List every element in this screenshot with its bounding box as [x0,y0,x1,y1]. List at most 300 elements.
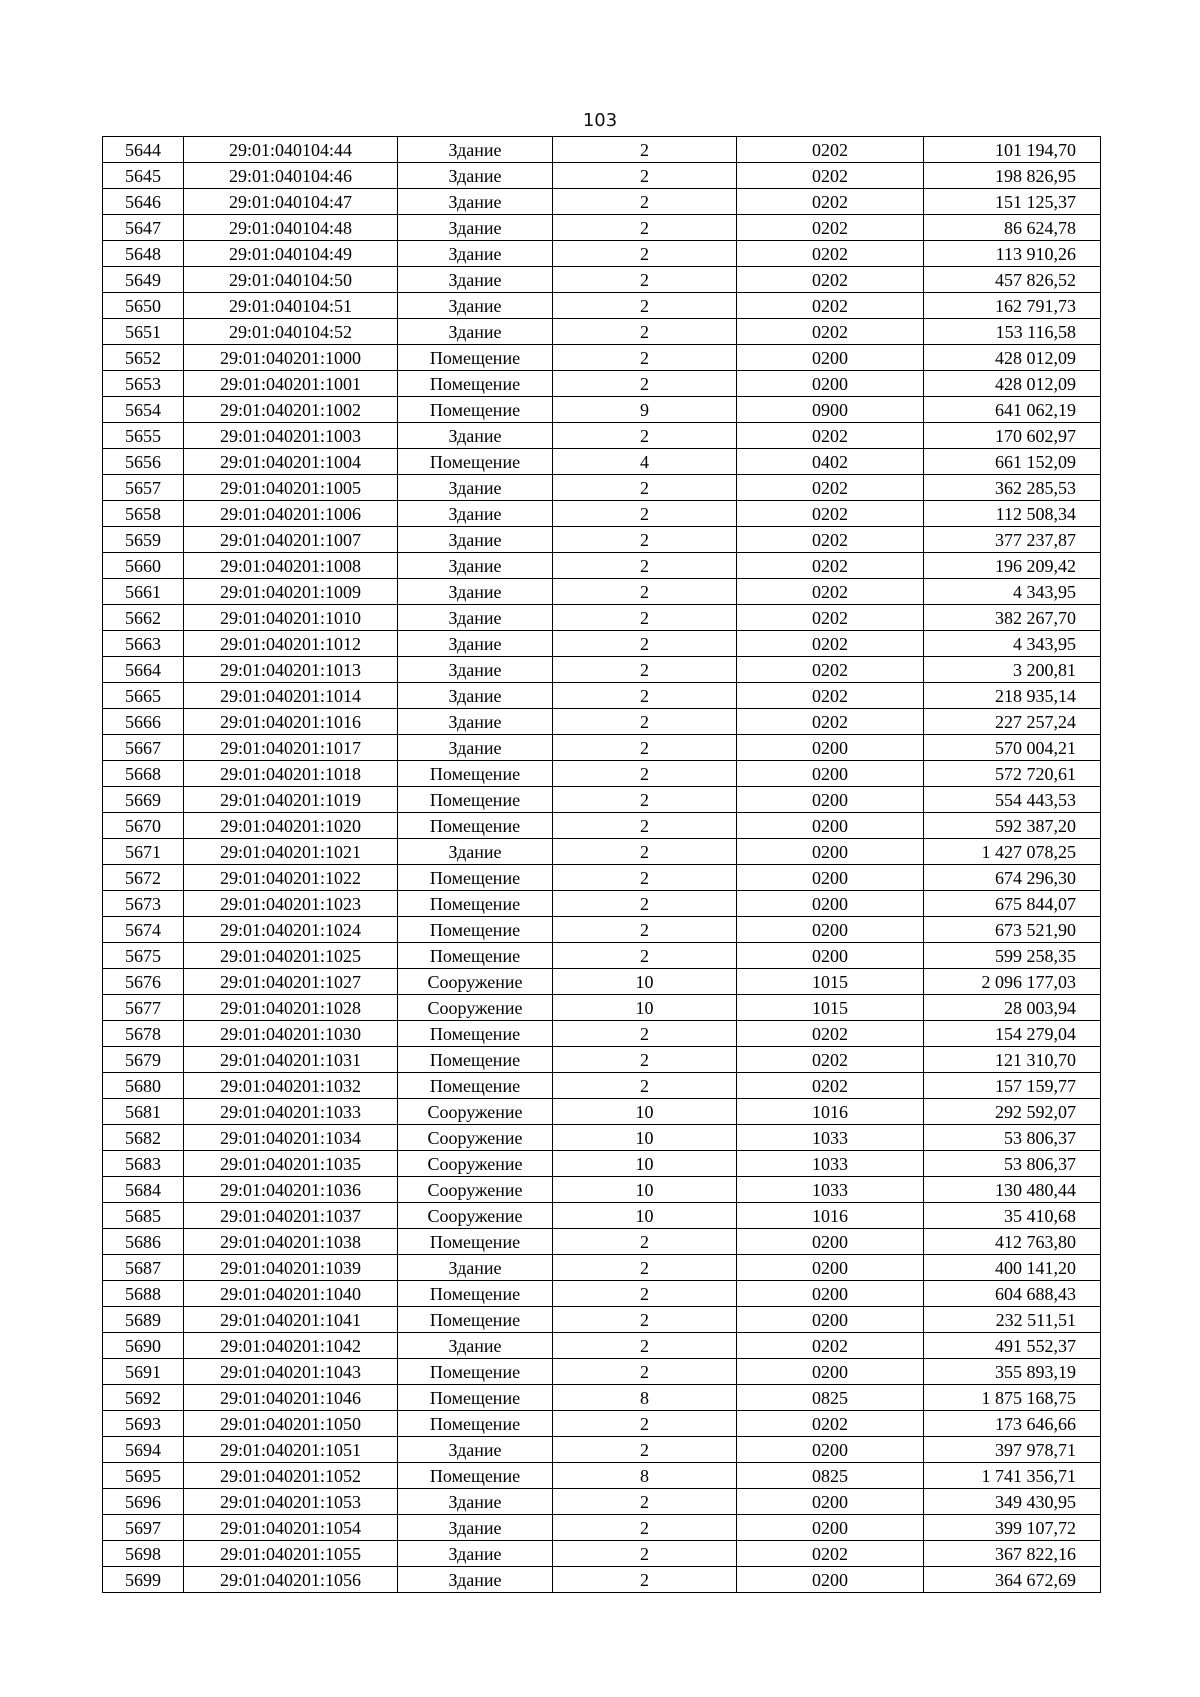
cadastral-value-cell: 170 602,97 [924,423,1101,449]
group-cell: 9 [553,397,737,423]
object-type-cell: Здание [398,423,553,449]
table-row [103,969,1101,995]
table-row [103,423,1101,449]
object-type-cell: Сооружение [398,1151,553,1177]
object-type-cell: Здание [398,709,553,735]
table-row [103,1385,1101,1411]
cadastral-value-cell: 130 480,44 [924,1177,1101,1203]
code-cell: 1016 [737,1203,924,1229]
code-cell: 0202 [737,267,924,293]
object-type-cell: Здание [398,1333,553,1359]
cadastral-value-cell: 428 012,09 [924,345,1101,371]
object-type-cell: Сооружение [398,1125,553,1151]
cadastral-number-cell: 29:01:040201:1056 [184,1567,398,1593]
table-row [103,1281,1101,1307]
row-number-cell: 5688 [103,1281,184,1307]
object-type-cell: Помещение [398,943,553,969]
code-cell: 0200 [737,1515,924,1541]
object-type-cell: Здание [398,475,553,501]
cadastral-value-cell: 112 508,34 [924,501,1101,527]
row-number-cell: 5674 [103,917,184,943]
cadastral-number-cell: 29:01:040201:1034 [184,1125,398,1151]
cadastral-number-cell: 29:01:040201:1012 [184,631,398,657]
row-number-cell: 5663 [103,631,184,657]
row-number-cell: 5661 [103,579,184,605]
table-row [103,1229,1101,1255]
cadastral-value-cell: 400 141,20 [924,1255,1101,1281]
table-row [103,995,1101,1021]
object-type-cell: Здание [398,215,553,241]
group-cell: 2 [553,241,737,267]
table-row [103,683,1101,709]
group-cell: 2 [553,293,737,319]
object-type-cell: Здание [398,137,553,163]
code-cell: 0202 [737,605,924,631]
row-number-cell: 5678 [103,1021,184,1047]
group-cell: 10 [553,1099,737,1125]
cadastral-value-cell: 157 159,77 [924,1073,1101,1099]
group-cell: 2 [553,683,737,709]
row-number-cell: 5655 [103,423,184,449]
cadastral-value-cell: 101 194,70 [924,137,1101,163]
cadastral-number-cell: 29:01:040201:1009 [184,579,398,605]
code-cell: 1033 [737,1151,924,1177]
table-row [103,787,1101,813]
row-number-cell: 5676 [103,969,184,995]
code-cell: 0202 [737,293,924,319]
cadastral-number-cell: 29:01:040201:1033 [184,1099,398,1125]
cadastral-number-cell: 29:01:040104:51 [184,293,398,319]
group-cell: 2 [553,267,737,293]
table-row [103,1125,1101,1151]
group-cell: 2 [553,1073,737,1099]
cadastral-number-cell: 29:01:040201:1037 [184,1203,398,1229]
row-number-cell: 5669 [103,787,184,813]
object-type-cell: Здание [398,683,553,709]
object-type-cell: Здание [398,1437,553,1463]
cadastral-number-cell: 29:01:040201:1014 [184,683,398,709]
row-number-cell: 5689 [103,1307,184,1333]
row-number-cell: 5683 [103,1151,184,1177]
cadastral-number-cell: 29:01:040201:1018 [184,761,398,787]
cadastral-value-cell: 4 343,95 [924,631,1101,657]
cadastral-number-cell: 29:01:040201:1052 [184,1463,398,1489]
object-type-cell: Помещение [398,1411,553,1437]
group-cell: 8 [553,1385,737,1411]
group-cell: 2 [553,1281,737,1307]
cadastral-number-cell: 29:01:040201:1042 [184,1333,398,1359]
table-row [103,215,1101,241]
row-number-cell: 5659 [103,527,184,553]
row-number-cell: 5650 [103,293,184,319]
object-type-cell: Помещение [398,787,553,813]
cadastral-number-cell: 29:01:040201:1010 [184,605,398,631]
object-type-cell: Помещение [398,1385,553,1411]
row-number-cell: 5658 [103,501,184,527]
group-cell: 2 [553,371,737,397]
cadastral-number-cell: 29:01:040201:1028 [184,995,398,1021]
cadastral-number-cell: 29:01:040201:1005 [184,475,398,501]
group-cell: 10 [553,1125,737,1151]
row-number-cell: 5687 [103,1255,184,1281]
group-cell: 2 [553,501,737,527]
cadastral-value-cell: 151 125,37 [924,189,1101,215]
cadastral-value-cell: 198 826,95 [924,163,1101,189]
cadastral-value-cell: 572 720,61 [924,761,1101,787]
cadastral-number-cell: 29:01:040201:1054 [184,1515,398,1541]
group-cell: 2 [553,163,737,189]
group-cell: 2 [553,917,737,943]
group-cell: 2 [553,137,737,163]
code-cell: 1015 [737,995,924,1021]
code-cell: 0825 [737,1463,924,1489]
cadastral-value-cell: 661 152,09 [924,449,1101,475]
object-type-cell: Здание [398,1567,553,1593]
object-type-cell: Помещение [398,1229,553,1255]
row-number-cell: 5697 [103,1515,184,1541]
cadastral-number-cell: 29:01:040201:1032 [184,1073,398,1099]
row-number-cell: 5662 [103,605,184,631]
table-row [103,579,1101,605]
row-number-cell: 5649 [103,267,184,293]
code-cell: 1015 [737,969,924,995]
row-number-cell: 5690 [103,1333,184,1359]
code-cell: 0202 [737,423,924,449]
row-number-cell: 5696 [103,1489,184,1515]
cadastral-number-cell: 29:01:040104:52 [184,319,398,345]
row-number-cell: 5695 [103,1463,184,1489]
row-number-cell: 5692 [103,1385,184,1411]
cadastral-value-cell: 121 310,70 [924,1047,1101,1073]
table-row [103,943,1101,969]
group-cell: 4 [553,449,737,475]
cadastral-value-cell: 196 209,42 [924,553,1101,579]
row-number-cell: 5682 [103,1125,184,1151]
object-type-cell: Помещение [398,449,553,475]
table-row [103,345,1101,371]
table-row [103,189,1101,215]
table-row [103,163,1101,189]
row-number-cell: 5646 [103,189,184,215]
group-cell: 2 [553,1047,737,1073]
cadastral-value-table [102,136,1101,1593]
cadastral-number-cell: 29:01:040201:1025 [184,943,398,969]
row-number-cell: 5665 [103,683,184,709]
code-cell: 0200 [737,787,924,813]
row-number-cell: 5686 [103,1229,184,1255]
page-number: 103 [582,110,618,131]
table-row [103,605,1101,631]
table-row [103,527,1101,553]
group-cell: 2 [553,735,737,761]
code-cell: 0202 [737,241,924,267]
object-type-cell: Помещение [398,1073,553,1099]
cadastral-value-cell: 153 116,58 [924,319,1101,345]
group-cell: 2 [553,1359,737,1385]
code-cell: 0202 [737,189,924,215]
table-row [103,1567,1101,1593]
code-cell: 0200 [737,735,924,761]
code-cell: 0825 [737,1385,924,1411]
group-cell: 2 [553,1255,737,1281]
row-number-cell: 5675 [103,943,184,969]
code-cell: 0202 [737,215,924,241]
code-cell: 0202 [737,579,924,605]
group-cell: 2 [553,345,737,371]
code-cell: 0202 [737,553,924,579]
cadastral-value-cell: 491 552,37 [924,1333,1101,1359]
object-type-cell: Помещение [398,1281,553,1307]
cadastral-value-cell: 355 893,19 [924,1359,1101,1385]
row-number-cell: 5657 [103,475,184,501]
group-cell: 2 [553,943,737,969]
row-number-cell: 5653 [103,371,184,397]
cadastral-value-cell: 173 646,66 [924,1411,1101,1437]
table-row [103,709,1101,735]
cadastral-value-cell: 232 511,51 [924,1307,1101,1333]
group-cell: 2 [553,1411,737,1437]
cadastral-value-cell: 397 978,71 [924,1437,1101,1463]
table-row [103,1021,1101,1047]
code-cell: 0200 [737,1567,924,1593]
group-cell: 10 [553,1203,737,1229]
code-cell: 0200 [737,917,924,943]
cadastral-number-cell: 29:01:040201:1035 [184,1151,398,1177]
cadastral-value-cell: 570 004,21 [924,735,1101,761]
table-row [103,449,1101,475]
cadastral-number-cell: 29:01:040104:47 [184,189,398,215]
object-type-cell: Здание [398,241,553,267]
code-cell: 0202 [737,1333,924,1359]
row-number-cell: 5645 [103,163,184,189]
row-number-cell: 5691 [103,1359,184,1385]
cadastral-value-cell: 349 430,95 [924,1489,1101,1515]
group-cell: 2 [553,189,737,215]
cadastral-number-cell: 29:01:040201:1040 [184,1281,398,1307]
code-cell: 0200 [737,1229,924,1255]
cadastral-number-cell: 29:01:040104:50 [184,267,398,293]
table-row [103,735,1101,761]
row-number-cell: 5671 [103,839,184,865]
code-cell: 1033 [737,1177,924,1203]
group-cell: 2 [553,1333,737,1359]
table-row [103,1047,1101,1073]
cadastral-value-cell: 113 910,26 [924,241,1101,267]
row-number-cell: 5680 [103,1073,184,1099]
cadastral-number-cell: 29:01:040201:1013 [184,657,398,683]
table-row [103,1333,1101,1359]
table-row [103,1437,1101,1463]
code-cell: 0900 [737,397,924,423]
object-type-cell: Помещение [398,1307,553,1333]
row-number-cell: 5699 [103,1567,184,1593]
cadastral-value-cell: 412 763,80 [924,1229,1101,1255]
table-row [103,1203,1101,1229]
object-type-cell: Здание [398,605,553,631]
table-row [103,865,1101,891]
table-row [103,891,1101,917]
row-number-cell: 5668 [103,761,184,787]
table-row [103,1177,1101,1203]
group-cell: 2 [553,1567,737,1593]
group-cell: 2 [553,527,737,553]
code-cell: 0200 [737,813,924,839]
code-cell: 0202 [737,683,924,709]
cadastral-value-cell: 227 257,24 [924,709,1101,735]
table-row [103,397,1101,423]
table-row [103,1411,1101,1437]
cadastral-number-cell: 29:01:040201:1051 [184,1437,398,1463]
code-cell: 0200 [737,1281,924,1307]
code-cell: 0200 [737,1307,924,1333]
code-cell: 0202 [737,163,924,189]
code-cell: 1016 [737,1099,924,1125]
table-row [103,631,1101,657]
object-type-cell: Здание [398,189,553,215]
object-type-cell: Здание [398,735,553,761]
cadastral-value-cell: 2 096 177,03 [924,969,1101,995]
cadastral-number-cell: 29:01:040201:1055 [184,1541,398,1567]
cadastral-number-cell: 29:01:040201:1017 [184,735,398,761]
table-row [103,553,1101,579]
object-type-cell: Здание [398,293,553,319]
group-cell: 2 [553,1229,737,1255]
group-cell: 2 [553,631,737,657]
group-cell: 2 [553,709,737,735]
cadastral-number-cell: 29:01:040201:1053 [184,1489,398,1515]
row-number-cell: 5652 [103,345,184,371]
object-type-cell: Сооружение [398,1203,553,1229]
cadastral-number-cell: 29:01:040104:48 [184,215,398,241]
object-type-cell: Здание [398,1541,553,1567]
cadastral-value-cell: 1 875 168,75 [924,1385,1101,1411]
table-row [103,1307,1101,1333]
table-row [103,813,1101,839]
code-cell: 0200 [737,865,924,891]
table-row [103,371,1101,397]
code-cell: 0202 [737,319,924,345]
object-type-cell: Помещение [398,865,553,891]
table-row [103,293,1101,319]
code-cell: 0200 [737,1255,924,1281]
code-cell: 0202 [737,631,924,657]
object-type-cell: Помещение [398,345,553,371]
group-cell: 2 [553,865,737,891]
table-row [103,1073,1101,1099]
cadastral-value-cell: 53 806,37 [924,1151,1101,1177]
cadastral-value-cell: 377 237,87 [924,527,1101,553]
object-type-cell: Здание [398,267,553,293]
row-number-cell: 5654 [103,397,184,423]
cadastral-number-cell: 29:01:040201:1003 [184,423,398,449]
object-type-cell: Помещение [398,397,553,423]
object-type-cell: Здание [398,657,553,683]
group-cell: 2 [553,1307,737,1333]
object-type-cell: Здание [398,839,553,865]
group-cell: 2 [553,787,737,813]
cadastral-value-cell: 1 741 356,71 [924,1463,1101,1489]
cadastral-value-cell: 382 267,70 [924,605,1101,631]
cadastral-number-cell: 29:01:040201:1008 [184,553,398,579]
code-cell: 0202 [737,1021,924,1047]
table-row [103,319,1101,345]
cadastral-value-cell: 367 822,16 [924,1541,1101,1567]
object-type-cell: Здание [398,579,553,605]
cadastral-value-cell: 364 672,69 [924,1567,1101,1593]
table-row [103,1515,1101,1541]
object-type-cell: Помещение [398,1463,553,1489]
object-type-cell: Помещение [398,1021,553,1047]
group-cell: 2 [553,423,737,449]
cadastral-number-cell: 29:01:040201:1004 [184,449,398,475]
cadastral-number-cell: 29:01:040201:1030 [184,1021,398,1047]
table-row [103,1359,1101,1385]
row-number-cell: 5647 [103,215,184,241]
cadastral-number-cell: 29:01:040201:1027 [184,969,398,995]
code-cell: 0202 [737,1073,924,1099]
group-cell: 10 [553,1177,737,1203]
code-cell: 0200 [737,345,924,371]
cadastral-value-cell: 35 410,68 [924,1203,1101,1229]
row-number-cell: 5681 [103,1099,184,1125]
cadastral-number-cell: 29:01:040104:46 [184,163,398,189]
group-cell: 2 [553,605,737,631]
table-row [103,1463,1101,1489]
cadastral-value-cell: 604 688,43 [924,1281,1101,1307]
row-number-cell: 5673 [103,891,184,917]
code-cell: 0200 [737,891,924,917]
code-cell: 0202 [737,1047,924,1073]
group-cell: 8 [553,1463,737,1489]
object-type-cell: Здание [398,631,553,657]
table-row [103,267,1101,293]
row-number-cell: 5698 [103,1541,184,1567]
table-row [103,1255,1101,1281]
cadastral-value-cell: 1 427 078,25 [924,839,1101,865]
object-type-cell: Здание [398,319,553,345]
object-type-cell: Помещение [398,371,553,397]
cadastral-value-cell: 399 107,72 [924,1515,1101,1541]
group-cell: 2 [553,1489,737,1515]
code-cell: 0200 [737,371,924,397]
row-number-cell: 5677 [103,995,184,1021]
cadastral-number-cell: 29:01:040201:1036 [184,1177,398,1203]
cadastral-number-cell: 29:01:040201:1023 [184,891,398,917]
row-number-cell: 5667 [103,735,184,761]
table-row [103,917,1101,943]
table-row [103,657,1101,683]
object-type-cell: Здание [398,1515,553,1541]
cadastral-value-cell: 162 791,73 [924,293,1101,319]
cadastral-value-cell: 218 935,14 [924,683,1101,709]
table-row [103,839,1101,865]
code-cell: 0202 [737,709,924,735]
object-type-cell: Помещение [398,891,553,917]
cadastral-value-cell: 3 200,81 [924,657,1101,683]
code-cell: 0200 [737,1437,924,1463]
cadastral-number-cell: 29:01:040201:1050 [184,1411,398,1437]
group-cell: 10 [553,995,737,1021]
cadastral-number-cell: 29:01:040201:1022 [184,865,398,891]
object-type-cell: Сооружение [398,1099,553,1125]
row-number-cell: 5684 [103,1177,184,1203]
object-type-cell: Здание [398,1489,553,1515]
cadastral-value-cell: 362 285,53 [924,475,1101,501]
group-cell: 2 [553,813,737,839]
table-row [103,137,1101,163]
table-row [103,241,1101,267]
code-cell: 0402 [737,449,924,475]
